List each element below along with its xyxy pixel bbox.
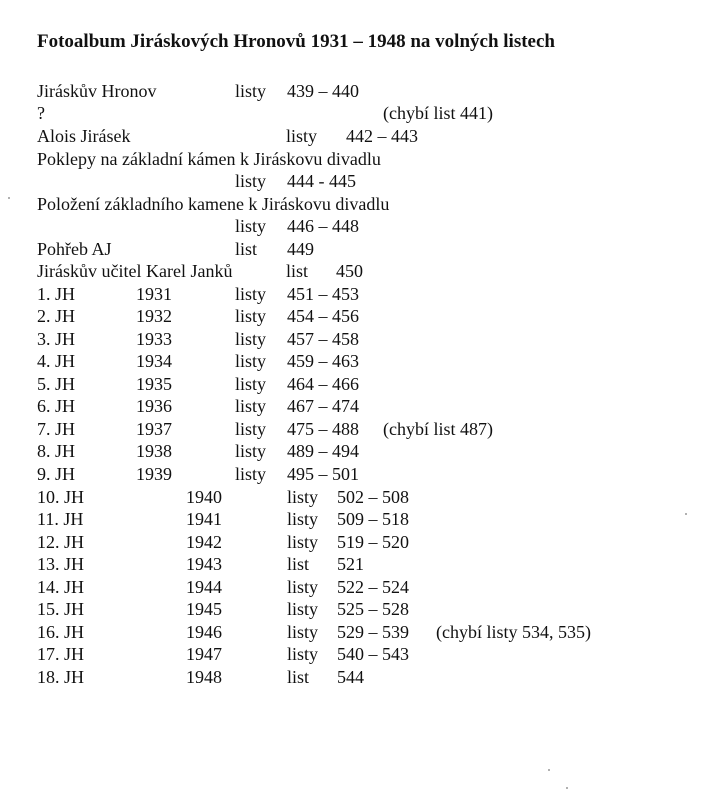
entry-label: 1. JH <box>37 284 76 304</box>
entry-unit: listy <box>235 351 267 371</box>
entry-unit: listy <box>235 306 267 326</box>
entry-unit: listy <box>235 329 267 349</box>
entry-year: 1931 <box>136 284 172 304</box>
entry-label: 5. JH <box>37 374 76 394</box>
entry-range: 502 – 508 <box>337 487 409 507</box>
entry-label: 10. JH <box>37 487 85 507</box>
entry-label: 7. JH <box>37 419 76 439</box>
entry-note: (chybí list 441) <box>383 103 493 123</box>
entry-label: Položení základního kamene k Jiráskovu divadlu <box>37 194 390 214</box>
entry-range: 444 - 445 <box>287 171 356 191</box>
scan-speck <box>8 197 10 199</box>
entry-label: 11. JH <box>37 509 84 529</box>
entry-year: 1947 <box>186 644 222 664</box>
entry-year: 1936 <box>136 396 172 416</box>
entry-unit: listy <box>235 284 267 304</box>
entry-note: (chybí list 487) <box>383 419 493 439</box>
entry-year: 1935 <box>136 374 172 394</box>
entry-label: 6. JH <box>37 396 76 416</box>
entry-unit: list <box>286 261 309 281</box>
entry-label: 9. JH <box>37 464 76 484</box>
entry-unit: listy <box>287 644 319 664</box>
entry-unit: listy <box>235 216 267 236</box>
entry-label: Pohřeb AJ <box>37 239 112 259</box>
entry-unit: list <box>287 667 310 687</box>
entry-range: 521 <box>337 554 364 574</box>
entry-unit: listy <box>235 374 267 394</box>
entry-unit: listy <box>287 622 319 642</box>
entry-unit: listy <box>235 464 267 484</box>
entry-range: 464 – 466 <box>287 374 359 394</box>
entry-label: 15. JH <box>37 599 85 619</box>
entry-range: 457 – 458 <box>287 329 359 349</box>
entry-label: 3. JH <box>37 329 76 349</box>
entry-label: Poklepy na základní kámen k Jiráskovu divadlu <box>37 149 381 169</box>
entry-year: 1938 <box>136 441 172 461</box>
entry-range: 450 <box>336 261 363 281</box>
entry-range: 467 – 474 <box>287 396 359 416</box>
entry-range: 519 – 520 <box>337 532 409 552</box>
entry-range: 451 – 453 <box>287 284 359 304</box>
entry-label: 12. JH <box>37 532 85 552</box>
entry-range: 495 – 501 <box>287 464 359 484</box>
entry-unit: listy <box>287 577 319 597</box>
entry-range: 525 – 528 <box>337 599 409 619</box>
entry-unit: listy <box>287 532 319 552</box>
entry-range: 454 – 456 <box>287 306 359 326</box>
entry-unit: listy <box>235 81 267 101</box>
entry-range: 544 <box>337 667 364 687</box>
entry-range: 439 – 440 <box>287 81 359 101</box>
entry-label: 14. JH <box>37 577 85 597</box>
entry-label: Jiráskův učitel Karel Janků <box>37 261 233 281</box>
entry-label: Jiráskův Hronov <box>37 81 157 101</box>
entry-year: 1939 <box>136 464 172 484</box>
entry-range: 446 – 448 <box>287 216 359 236</box>
entry-label: 18. JH <box>37 667 85 687</box>
entry-range: 540 – 543 <box>337 644 409 664</box>
entry-unit: listy <box>235 441 267 461</box>
entry-range: 529 – 539 <box>337 622 409 642</box>
entry-year: 1942 <box>186 532 222 552</box>
page-title: Fotoalbum Jiráskových Hronovů 1931 – 1948 na volných listech <box>37 31 555 52</box>
entry-year: 1932 <box>136 306 172 326</box>
entry-note: (chybí listy 534, 535) <box>436 622 591 642</box>
entry-range: 475 – 488 <box>287 419 359 439</box>
entry-year: 1940 <box>186 487 222 507</box>
entry-label: Alois Jirásek <box>37 126 131 146</box>
entry-unit: list <box>287 554 310 574</box>
entry-unit: listy <box>235 171 267 191</box>
entry-year: 1944 <box>186 577 222 597</box>
entry-unit: listy <box>287 599 319 619</box>
entry-unit: listy <box>287 509 319 529</box>
entry-unit: listy <box>287 487 319 507</box>
entry-unit: listy <box>235 419 267 439</box>
entry-label: 17. JH <box>37 644 85 664</box>
entry-label: 2. JH <box>37 306 76 326</box>
entry-year: 1937 <box>136 419 172 439</box>
entry-range: 522 – 524 <box>337 577 409 597</box>
entry-label: 8. JH <box>37 441 76 461</box>
entry-year: 1943 <box>186 554 222 574</box>
entry-range: 489 – 494 <box>287 441 359 461</box>
entry-unit: listy <box>235 396 267 416</box>
entry-label: ? <box>37 103 45 123</box>
entry-label: 16. JH <box>37 622 85 642</box>
entry-range: 442 – 443 <box>346 126 418 146</box>
entry-year: 1945 <box>186 599 222 619</box>
entry-year: 1933 <box>136 329 172 349</box>
scan-speck <box>685 513 687 515</box>
entry-unit: listy <box>286 126 318 146</box>
entry-range: 509 – 518 <box>337 509 409 529</box>
entry-range: 449 <box>287 239 314 259</box>
scan-speck <box>548 769 550 771</box>
entry-year: 1948 <box>186 667 222 687</box>
scan-speck <box>566 787 568 789</box>
entry-unit: list <box>235 239 258 259</box>
entry-year: 1934 <box>136 351 172 371</box>
entry-year: 1946 <box>186 622 222 642</box>
entry-label: 13. JH <box>37 554 85 574</box>
entry-year: 1941 <box>186 509 222 529</box>
entry-range: 459 – 463 <box>287 351 359 371</box>
entry-label: 4. JH <box>37 351 76 371</box>
